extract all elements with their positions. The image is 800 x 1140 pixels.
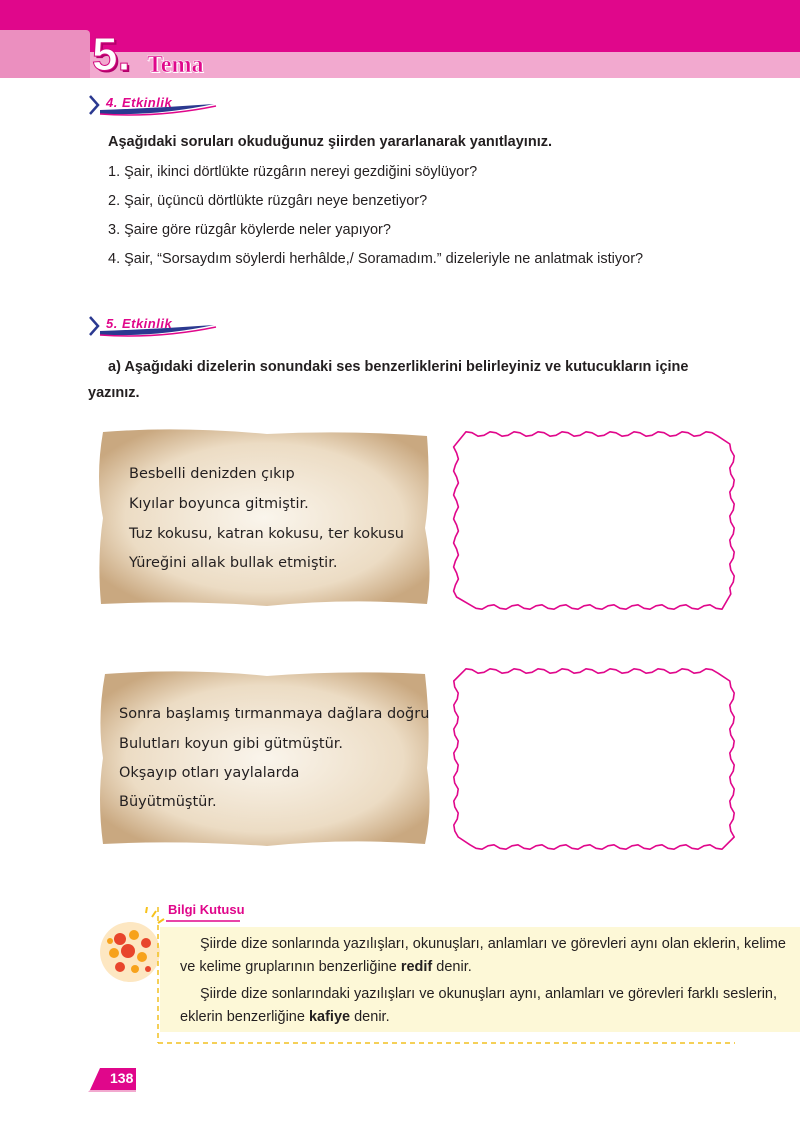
info-p2-end: denir. <box>350 1009 390 1025</box>
wavy-border <box>450 428 738 613</box>
poem-2-line-2: Bulutları koyun gibi gütmüştür. <box>119 736 344 752</box>
unit-title: Tema <box>147 52 204 78</box>
wavy-border-path <box>454 669 734 849</box>
parchment-background <box>97 668 432 848</box>
activity-5-label: 5. Etkinlik <box>106 316 173 331</box>
info-panel <box>160 927 800 1032</box>
poem-1-card <box>97 428 432 608</box>
info-box-title: Bilgi Kutusu <box>168 902 245 917</box>
poem-2-line-4: Büyütmüştür. <box>119 794 217 810</box>
question-1: 1. Şair, ikinci dörtlükte rüzgârın nereyi gezdiğini söylüyor? <box>108 164 478 180</box>
activity-4-label: 4. Etkinlik <box>106 95 173 110</box>
poem-1-line-3: Tuz kokusu, katran kokusu, ter kokusu <box>129 526 404 542</box>
poem-2-line-3: Okşayıp otları yaylalarda <box>119 765 300 781</box>
parchment-background <box>97 428 432 608</box>
info-p1-text: Şiirde dize sonlarında yazılışları, okunuşları, anlamları ve görevleri aynı olan eklerin, kelime ve kelime gruplarının benzerliğine <box>180 936 786 975</box>
info-paragraph-1 <box>180 933 790 979</box>
activity-4-instruction: Aşağıdaki soruları okuduğunuz şiirden yararlanarak yanıtlayınız. <box>108 134 552 150</box>
unit-number: 5. <box>92 28 131 80</box>
answer-box-2[interactable] <box>450 665 738 853</box>
question-2: 2. Şair, üçüncü dörtlükte rüzgârı neye benzetiyor? <box>108 193 428 209</box>
wavy-border <box>450 665 738 853</box>
term-redif: redif <box>400 959 433 975</box>
activity-5-instruction-line2: yazınız. <box>88 385 140 401</box>
poem-2-card <box>97 668 432 848</box>
info-box <box>90 895 786 1045</box>
info-p1-end: denir. <box>432 959 472 975</box>
poem-2-line-1: Sonra başlamış tırmanmaya dağlara doğru <box>119 706 430 722</box>
wavy-border-path <box>454 432 735 609</box>
poem-1-line-2: Kıyılar boyunca gitmiştir. <box>129 496 309 512</box>
info-p2-text: Şiirde dize sonlarındaki yazılışları ve okunuşları aynı, anlamları ve görevleri farklı seslerin, eklerin benzerliğine <box>180 986 778 1025</box>
answer-box-1[interactable] <box>450 428 738 613</box>
unit-tab <box>0 30 90 78</box>
term-kafiye: kafiye <box>308 1009 351 1025</box>
activity-5-instruction-line1: a) Aşağıdaki dizelerin sonundaki ses benzerliklerini belirleyiniz ve kutucukların içine <box>108 359 689 375</box>
activity-5-heading <box>88 313 218 341</box>
poem-1-line-4: Yüreğini allak bullak etmiştir. <box>129 555 338 571</box>
poem-1-line-1: Besbelli denizden çıkıp <box>129 466 295 482</box>
question-4: 4. Şair, “Sorsaydım söylerdi herhâlde,/ Soramadım.” dizeleriyle ne anlatmak istiyor? <box>108 251 644 267</box>
page-number: 138 <box>110 1070 134 1086</box>
info-paragraph-2 <box>180 983 790 1029</box>
activity-4-heading <box>88 92 218 120</box>
page-number-tab <box>86 1066 138 1092</box>
question-3: 3. Şaire göre rüzgâr köylerde neler yapıyor? <box>108 222 391 238</box>
